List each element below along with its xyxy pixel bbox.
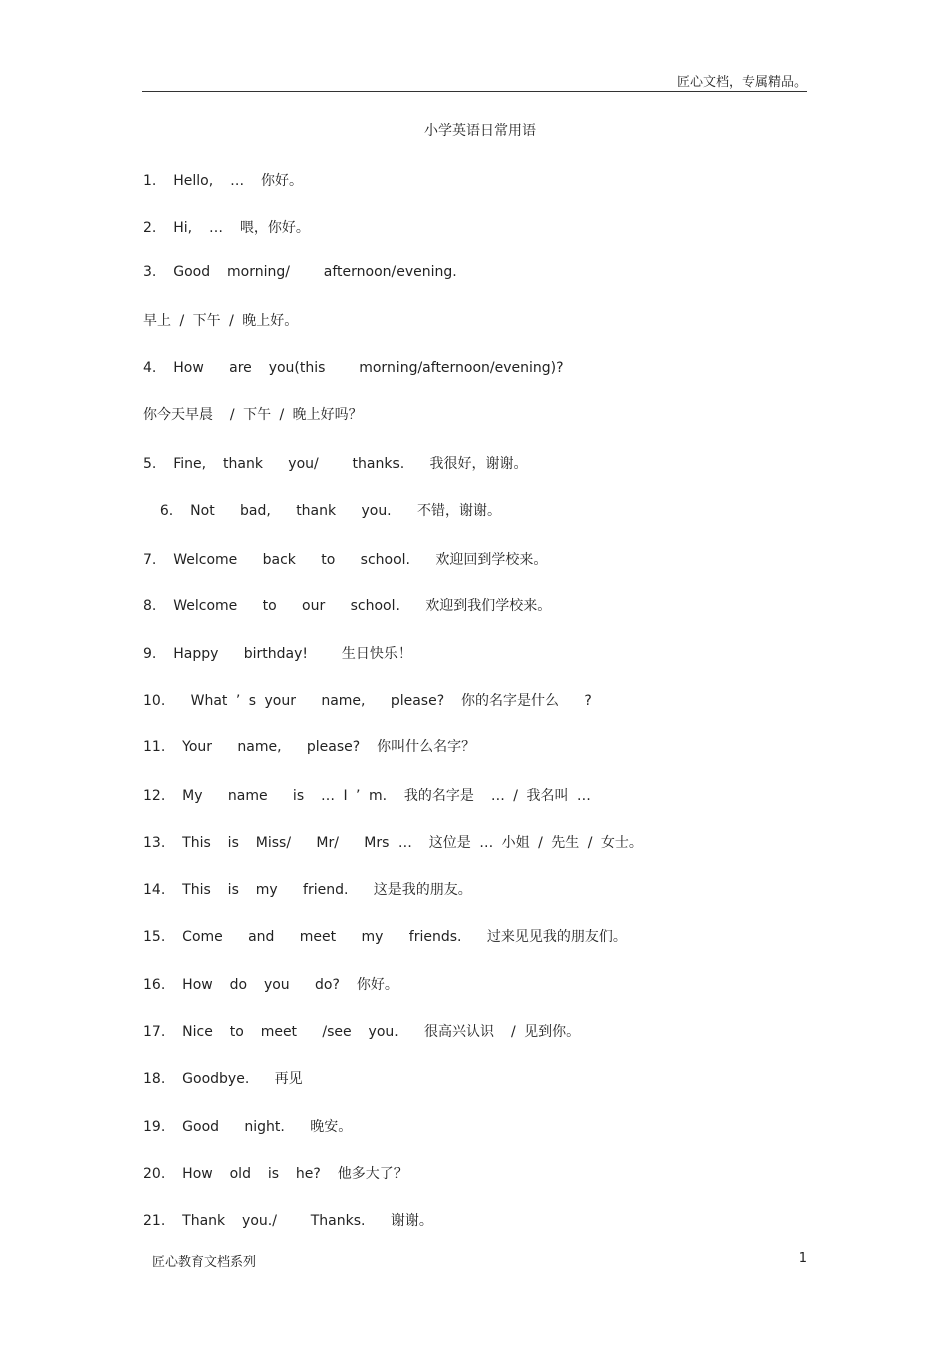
header-note: 匠心文档，专属精品。 <box>676 75 807 90</box>
phrase-line: 15. Come and meet my friends. 过来见见我的朋友们。 <box>143 929 627 945</box>
phrase-line: 19. Good night. 晚安。 <box>143 1119 353 1135</box>
document-title: 小学英语日常用语 <box>424 123 536 139</box>
phrase-line: 17. Nice to meet /see you. 很高兴认识 / 见到你。 <box>143 1024 581 1040</box>
phrase-line: 你今天早晨 / 下午 / 晚上好吗？ <box>143 407 363 423</box>
phrase-line: 6. Not bad, thank you. 不错，谢谢。 <box>143 503 501 519</box>
phrase-line: 13. This is Miss/ Mr/ Mrs … 这位是 … 小姐 / 先生 / 女士。 <box>143 835 643 851</box>
phrase-line: 5. Fine, thank you/ thanks. 我很好，谢谢。 <box>143 456 528 472</box>
phrase-line: 14. This is my friend. 这是我的朋友。 <box>143 882 472 898</box>
phrase-line: 3. Good morning/ afternoon/evening. <box>143 264 457 280</box>
phrase-line: 12. My name is … I ’ m. 我的名字是 … / 我名叫 … <box>143 788 591 804</box>
phrase-line: 11. Your name, please? 你叫什么名字？ <box>143 739 476 755</box>
phrase-line: 7. Welcome back to school. 欢迎回到学校来。 <box>143 552 548 568</box>
phrase-line: 9. Happy birthday! 生日快乐！ <box>143 646 412 662</box>
phrase-line: 18. Goodbye. 再见 <box>143 1071 303 1087</box>
phrase-line: 20. How old is he? 他多大了？ <box>143 1166 408 1182</box>
header-rule <box>142 91 807 92</box>
phrase-line: 早上 / 下午 / 晚上好。 <box>143 313 299 329</box>
phrase-line: 16. How do you do? 你好。 <box>143 977 399 993</box>
footer-series: 匠心教育文档系列 <box>152 1255 257 1270</box>
page-number: 1 <box>798 1251 807 1266</box>
phrase-line: 8. Welcome to our school. 欢迎到我们学校来。 <box>143 598 552 614</box>
phrase-line: 2. Hi, … 喂，你好。 <box>143 220 310 236</box>
phrase-line: 21. Thank you./ Thanks. 谢谢。 <box>143 1213 433 1229</box>
phrase-line: 10. What ’ s your name, please? 你的名字是什么 ? <box>143 693 592 709</box>
phrase-line: 4. How are you(this morning/afternoon/evening)? <box>143 360 564 376</box>
phrase-line: 1. Hello, … 你好。 <box>143 173 303 189</box>
